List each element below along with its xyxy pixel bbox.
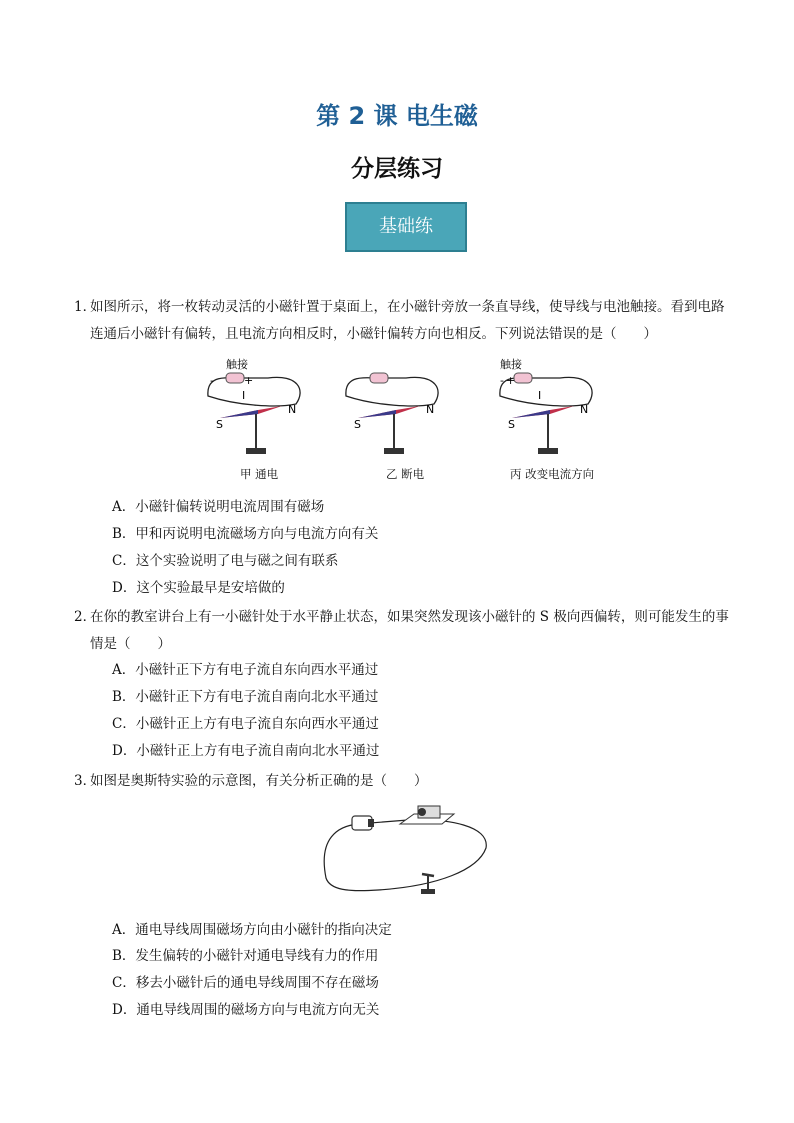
option-d: D．这个实验最早是安培做的 <box>112 580 285 596</box>
option-a: A．小磁针正下方有电子流自东向西水平通过 <box>112 662 379 678</box>
touch-label: 触接 <box>500 358 522 371</box>
question-stem: 在你的教室讲台上有一小磁针处于水平静止状态，如果突然发现该小磁针的 S 极向西偏转，则可能发生的事情是（ ） <box>90 609 729 652</box>
touch-label: 触接 <box>226 358 248 371</box>
figure-caption: 甲 通电 <box>240 467 279 481</box>
oersted-figure <box>318 798 498 898</box>
current-label: I <box>538 389 542 402</box>
figure-caption: 丙 改变电流方向 <box>510 467 595 481</box>
question-number: 2． <box>74 609 97 625</box>
pole-s-label: S <box>216 418 223 431</box>
option-a: A．通电导线周围磁场方向由小磁针的指向决定 <box>112 922 392 938</box>
figure-caption: 乙 断电 <box>386 467 425 481</box>
question-stem: 如图是奥斯特实验的示意图，有关分析正确的是（ ） <box>90 773 428 789</box>
pole-n-label: N <box>580 403 589 416</box>
question-2 <box>74 604 734 658</box>
section-badge: 基础练 <box>345 202 467 252</box>
figure-panel-a <box>198 356 308 481</box>
figure-panel-b <box>336 356 446 481</box>
minus-label: - <box>210 374 214 387</box>
option-d: D．小磁针正上方有电子流自南向北水平通过 <box>112 743 380 759</box>
option-b: B．甲和丙说明电流磁场方向与电流方向有关 <box>112 526 379 542</box>
pole-n-label: N <box>426 403 435 416</box>
pole-s-label: S <box>508 418 515 431</box>
plus-label: + <box>506 374 516 387</box>
option-c: C．移去小磁针后的通电导线周围不存在磁场 <box>112 975 379 991</box>
pole-s-label: S <box>354 418 361 431</box>
page-title: 第 2 课 电生磁 <box>316 102 478 130</box>
question-number: 1． <box>74 299 97 315</box>
current-label: I <box>242 389 246 402</box>
option-c: C．这个实验说明了电与磁之间有联系 <box>112 553 339 569</box>
minus-label: - <box>500 374 504 387</box>
pole-n-label: N <box>288 403 297 416</box>
option-a: A．小磁针偏转说明电流周围有磁场 <box>112 499 325 515</box>
plus-label: + <box>244 374 254 387</box>
question-number: 3． <box>74 773 97 789</box>
figure-panel-c <box>490 356 600 481</box>
question-3 <box>74 768 734 795</box>
question-stem: 如图所示，将一枚转动灵活的小磁针置于桌面上，在小磁针旁放一条直导线，使导线与电池触接。看到电路连通后小磁针有偏转，且电流方向相反时，小磁针偏转方向也相反。下列说法错误的是（ ） <box>90 299 725 342</box>
option-b: B．发生偏转的小磁针对通电导线有力的作用 <box>112 948 379 964</box>
question-1 <box>74 294 734 348</box>
option-c: C．小磁针正上方有电子流自东向西水平通过 <box>112 716 379 732</box>
page-subtitle: 分层练习 <box>351 156 443 182</box>
option-b: B．小磁针正下方有电子流自南向北水平通过 <box>112 689 379 705</box>
option-d: D．通电导线周围的磁场方向与电流方向无关 <box>112 1002 380 1018</box>
